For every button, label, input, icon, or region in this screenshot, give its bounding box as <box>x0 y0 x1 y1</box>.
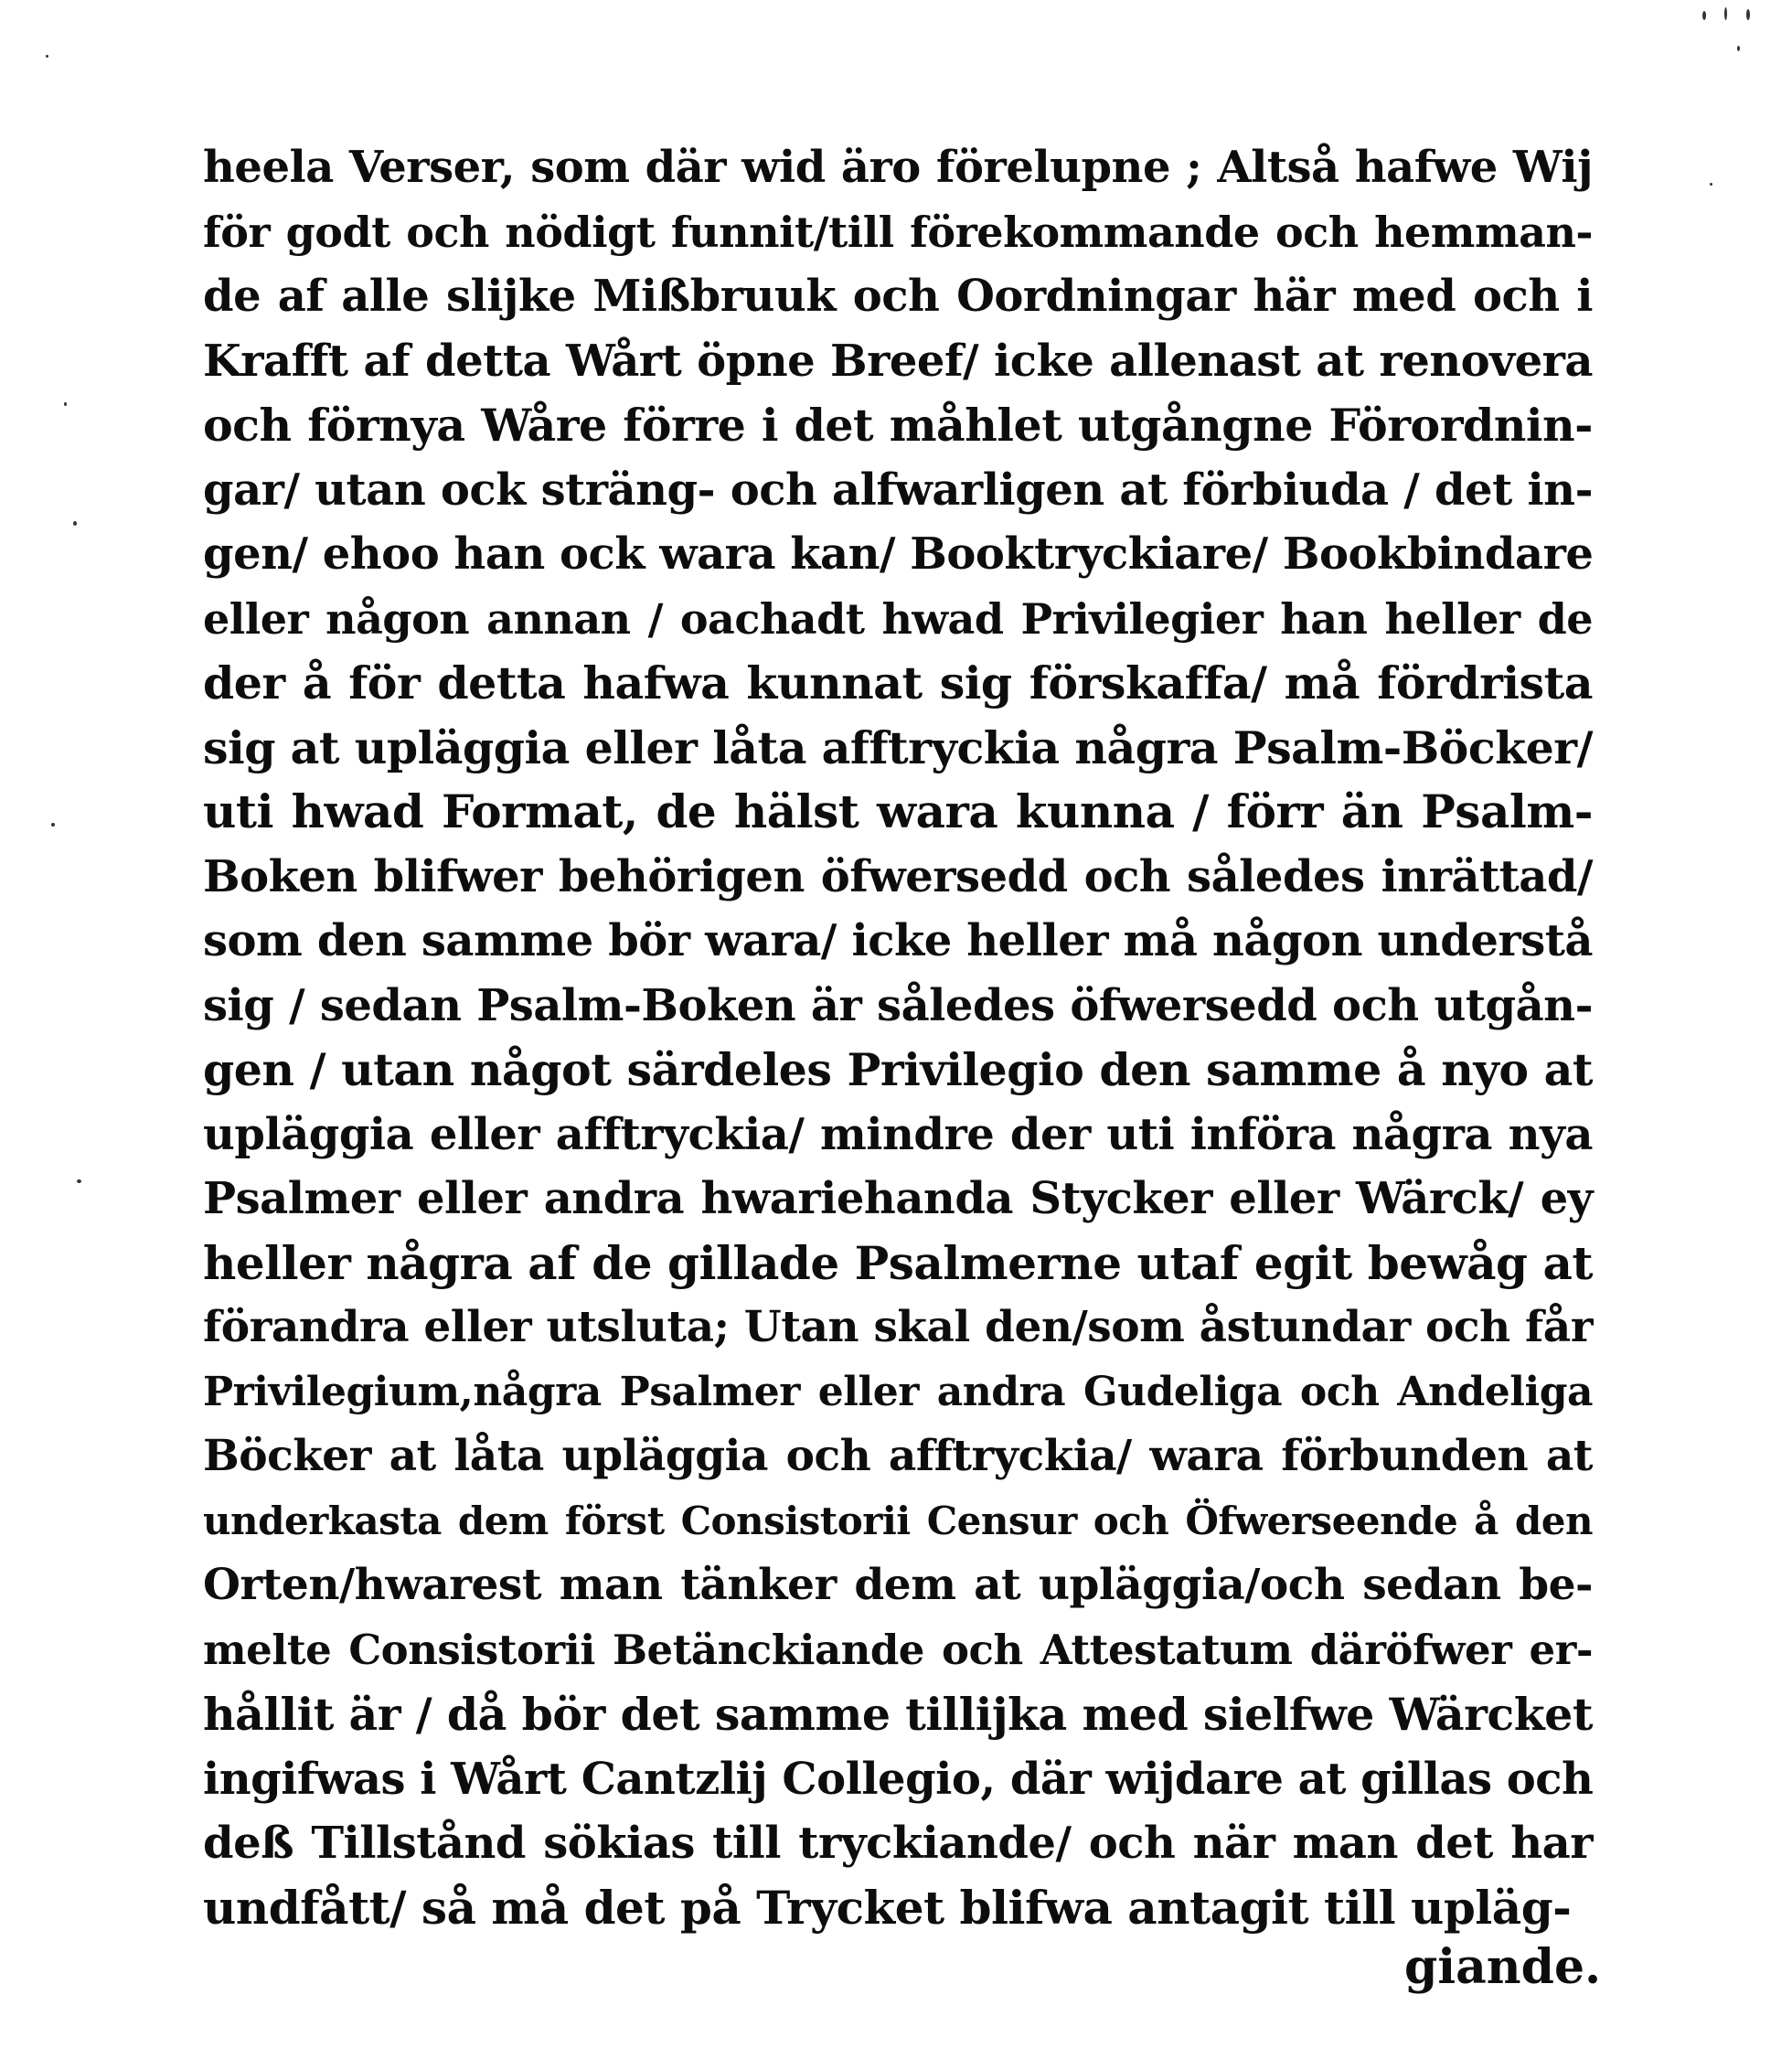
scan-speck <box>51 823 55 827</box>
text-line: och förnya Wåre förre i det måhlet utgångne Förordnin- <box>203 399 1593 452</box>
text-line: Boken blifwer behörigen öfwersedd och således inrättad/ <box>203 850 1593 902</box>
text-line: hållit är / då bör det samme tillijka med sielfwe Wärcket <box>203 1688 1593 1741</box>
text-line: ingifwas i Wårt Cantzlij Collegio, där wijdare at gillas och <box>203 1753 1594 1805</box>
text-line: Psalmer eller andra hwariehanda Stycker eller Wärck/ ey <box>203 1173 1593 1224</box>
scan-speck <box>46 55 48 58</box>
text-line: melte Consistorii Betänckiande och Attestatum däröfwer er- <box>203 1625 1593 1674</box>
scan-speck <box>77 1179 81 1183</box>
scan-speck <box>1737 46 1740 51</box>
text-line: Privilegium,några Psalmer eller andra Gudeliga och Andeliga <box>203 1368 1593 1415</box>
text-line: som den samme bör wara/ icke heller må någon understå <box>203 915 1593 966</box>
text-line: eller någon annan / oachadt hwad Privilegier han heller de <box>203 593 1593 644</box>
text-line: Orten/hwarest man tänker dem at upläggia/och sedan be- <box>203 1560 1593 1610</box>
text-line: Krafft af detta Wårt öpne Breef/ icke allenast at renovera <box>203 335 1593 387</box>
text-line: för godt och nödigt funnit/till förekommande och hemman- <box>203 207 1593 257</box>
text-line: underkasta dem först Consistorii Censur och Öfwerseende å den <box>203 1498 1593 1543</box>
text-line: deß Tillstånd sökias till tryckiande/ och när man det har <box>203 1818 1593 1869</box>
text-line: gen/ ehoo han ock wara kan/ Booktryckiare/ Bookbindare <box>203 528 1594 580</box>
text-line: heller några af de gillade Psalmerne utaf egit bewåg at <box>203 1235 1593 1290</box>
text-line: gar/ utan ock sträng- och alfwarligen at förbiuda / det in- <box>203 464 1593 516</box>
text-line: der å för detta hafwa kunnat sig förskaffa/ må fördrista <box>203 656 1593 709</box>
scan-speck <box>1710 183 1712 186</box>
text-line: de af alle slijke Mißbruuk och Oordningar här med och i <box>203 271 1593 322</box>
scan-speck <box>64 402 67 406</box>
scan-speck <box>1702 11 1706 20</box>
text-line: Böcker at låta upläggia och afftryckia/ wara förbunden at <box>203 1431 1593 1481</box>
scan-speck <box>1724 7 1727 20</box>
body-text <box>203 135 1593 1940</box>
text-line: sig at upläggia eller låta afftryckia några Psalm-Böcker/ <box>203 720 1593 774</box>
text-line: uti hwad Format, de hälst wara kunna / förr än Psalm- <box>203 784 1593 838</box>
scan-speck <box>73 521 77 526</box>
text-line: upläggia eller afftryckia/ mindre der uti införa några nya <box>203 1108 1593 1160</box>
text-line: sig / sedan Psalm-Boken är således öfwersedd och utgån- <box>203 979 1593 1031</box>
text-line: förandra eller utsluta; Utan skal den/som åstundar och får <box>203 1302 1593 1352</box>
text-line: gen / utan något särdeles Privilegio den samme å nyo at <box>203 1043 1593 1096</box>
text-line: undfått/ så må det på Trycket blifwa antagit till upläg- <box>203 1880 1572 1935</box>
text-line: heela Verser, som där wid äro förelupne ; Altså hafwe Wij <box>203 142 1593 193</box>
catchword: giande. <box>1404 1939 1602 1995</box>
scan-speck <box>1746 9 1750 20</box>
